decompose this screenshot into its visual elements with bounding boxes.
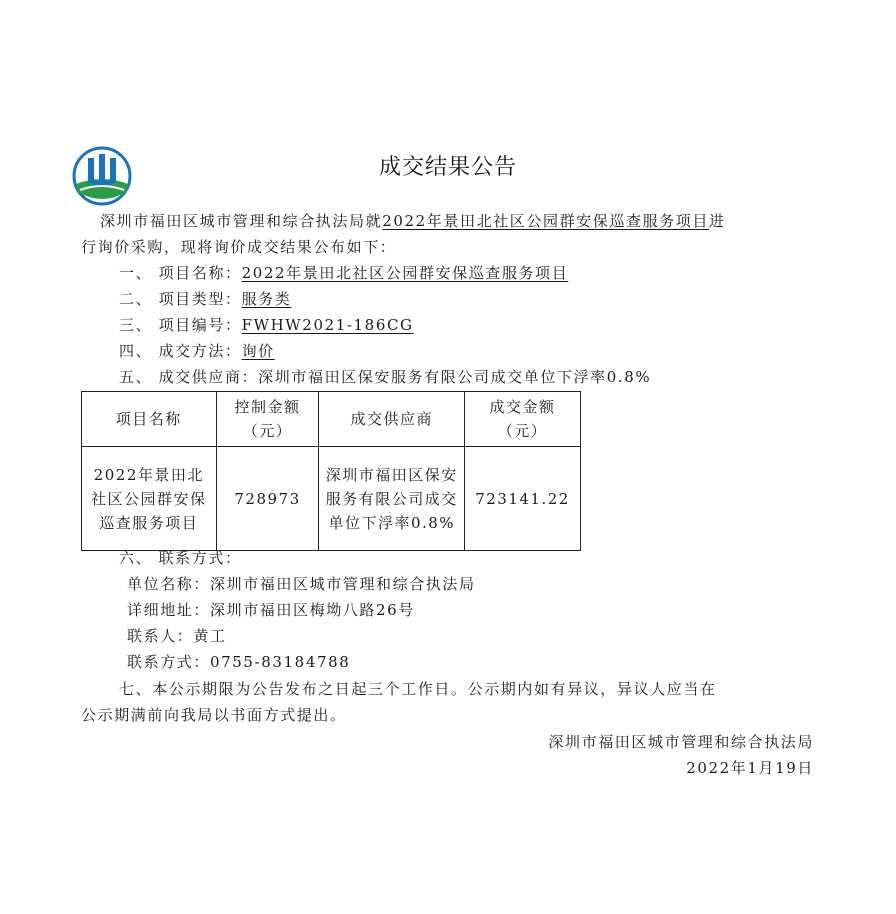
item-label: 二、 项目类型：: [119, 290, 242, 308]
item-value: 深圳市福田区保安服务有限公司成交单位下浮率0.8%: [258, 368, 652, 386]
table-cell: 2022年景田北社区公园群安保巡查服务项目: [82, 447, 217, 551]
intro-prefix: 深圳市福田区城市管理和综合执法局就: [100, 212, 383, 230]
notice-line-2: 公示期满前向我局以书面方式提出。: [81, 706, 347, 724]
table-cell: 723141.22: [465, 447, 581, 551]
contact-heading: 六、 联系方式：: [119, 549, 242, 567]
contact-unit: 单位名称：深圳市福田区城市管理和综合执法局: [127, 575, 476, 593]
table-header: 控制金额（元）: [216, 392, 319, 447]
item-value: 2022年景田北社区公园群安保巡查服务项目: [241, 264, 569, 282]
contact-phone: 联系方式：0755-83184788: [127, 653, 351, 671]
contact-address: 详细地址：深圳市福田区梅坳八路26号: [127, 601, 415, 619]
item-label: 一、 项目名称：: [119, 264, 242, 282]
item-value: 服务类: [241, 290, 292, 308]
item-supplier: [119, 367, 651, 387]
item-label: 四、 成交方法：: [119, 342, 242, 360]
table-row: [82, 447, 581, 551]
table-cell: 728973: [216, 447, 319, 551]
table-header: 成交供应商: [319, 392, 465, 447]
contact-person: 联系人：黄工: [127, 627, 227, 645]
intro-project-name: 2022年景田北社区公园群安保巡查服务项目: [382, 212, 709, 230]
intro-suffix: 进: [708, 212, 726, 230]
item-project-type: [119, 289, 291, 309]
table-cell: 深圳市福田区保安服务有限公司成交单位下浮率0.8%: [319, 447, 465, 551]
item-project-code: [119, 315, 414, 335]
item-method: [119, 341, 275, 361]
item-project-name: [119, 263, 568, 283]
item-label: 五、 成交供应商：: [119, 368, 259, 386]
signature-org: 深圳市福田区城市管理和综合执法局: [548, 733, 814, 751]
intro-line-2: 行询价采购，现将询价成交结果公布如下：: [81, 238, 397, 256]
table-header-row: [82, 392, 581, 447]
table-header: 成交金额（元）: [465, 392, 581, 447]
signature-date: 2022年1月19日: [686, 759, 814, 777]
intro-line-1: [100, 211, 726, 231]
table-header: 项目名称: [82, 392, 217, 447]
item-value: FWHW2021-186CG: [241, 316, 414, 334]
page-title: 成交结果公告: [378, 155, 517, 180]
item-value: 询价: [241, 342, 275, 360]
notice-line-1: 七、本公示期限为公告发布之日起三个工作日。公示期内如有异议，异议人应当在: [119, 680, 717, 698]
result-table: [81, 391, 581, 551]
item-label: 三、 项目编号：: [119, 316, 242, 334]
